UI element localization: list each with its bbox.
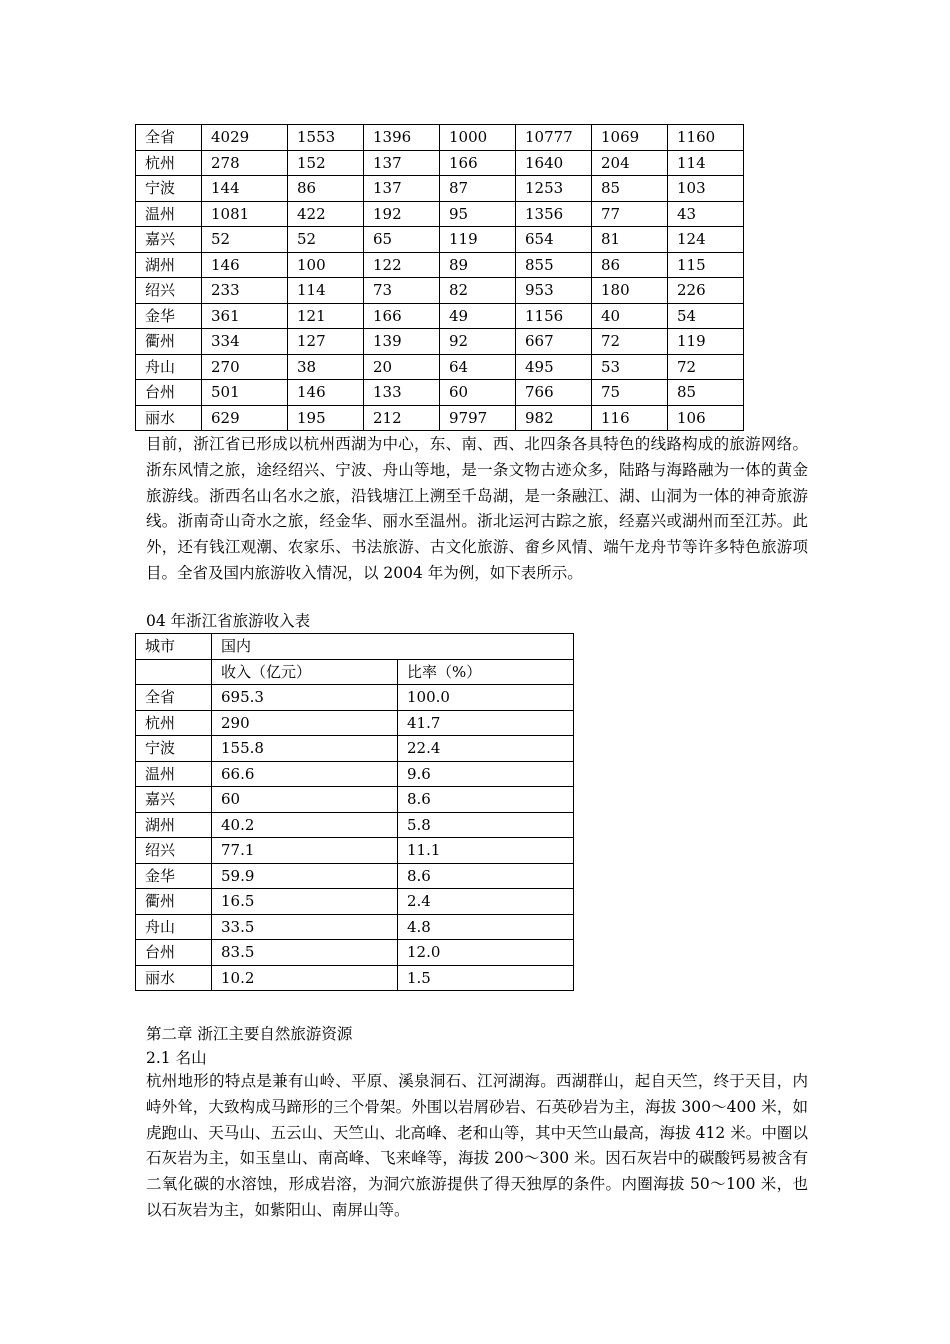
value-cell: 77: [592, 201, 668, 227]
city-name-cell: 台州: [136, 940, 212, 966]
value-cell: 40: [592, 303, 668, 329]
value-cell: 1069: [592, 125, 668, 151]
city-name-cell: 湖州: [136, 252, 202, 278]
tourism-income-table: [135, 633, 574, 991]
table-row: [136, 150, 744, 176]
value-cell: 204: [592, 150, 668, 176]
value-cell: 1396: [364, 125, 440, 151]
value-cell: 982: [516, 405, 592, 431]
ratio-cell: 1.5: [398, 965, 574, 991]
value-cell: 119: [668, 329, 744, 355]
header-city-cell: 城市: [136, 634, 212, 660]
city-name-cell: 舟山: [136, 914, 212, 940]
value-cell: 86: [288, 176, 364, 202]
table-row: [136, 940, 574, 966]
value-cell: 95: [440, 201, 516, 227]
value-cell: 953: [516, 278, 592, 304]
ratio-cell: 8.6: [398, 787, 574, 813]
value-cell: 361: [202, 303, 288, 329]
value-cell: 85: [592, 176, 668, 202]
city-name-cell: 杭州: [136, 150, 202, 176]
value-cell: 43: [668, 201, 744, 227]
city-name-cell: 温州: [136, 201, 202, 227]
income-cell: 33.5: [212, 914, 398, 940]
value-cell: 166: [440, 150, 516, 176]
table-row: [136, 380, 744, 406]
table-row: [136, 278, 744, 304]
header-empty-cell: [136, 659, 212, 685]
value-cell: 4029: [202, 125, 288, 151]
value-cell: 629: [202, 405, 288, 431]
income-cell: 60: [212, 787, 398, 813]
city-name-cell: 衢州: [136, 329, 202, 355]
value-cell: 166: [364, 303, 440, 329]
value-cell: 60: [440, 380, 516, 406]
city-name-cell: 丽水: [136, 965, 212, 991]
table-row: [136, 329, 744, 355]
value-cell: 124: [668, 227, 744, 253]
value-cell: 1000: [440, 125, 516, 151]
table-row: [136, 965, 574, 991]
ratio-cell: 11.1: [398, 838, 574, 864]
table-row: [136, 227, 744, 253]
value-cell: 1640: [516, 150, 592, 176]
value-cell: 278: [202, 150, 288, 176]
tourism-statistics-table-body: [136, 125, 744, 431]
income-cell: 59.9: [212, 863, 398, 889]
value-cell: 103: [668, 176, 744, 202]
table-row: [136, 914, 574, 940]
chapter-title: 第二章 浙江主要自然旅游资源: [146, 1025, 353, 1043]
value-cell: 146: [288, 380, 364, 406]
value-cell: 226: [668, 278, 744, 304]
table-row: [136, 303, 744, 329]
value-cell: 334: [202, 329, 288, 355]
value-cell: 38: [288, 354, 364, 380]
value-cell: 73: [364, 278, 440, 304]
value-cell: 137: [364, 176, 440, 202]
value-cell: 180: [592, 278, 668, 304]
income-cell: 290: [212, 710, 398, 736]
city-name-cell: 绍兴: [136, 838, 212, 864]
ratio-cell: 41.7: [398, 710, 574, 736]
city-name-cell: 金华: [136, 303, 202, 329]
value-cell: 106: [668, 405, 744, 431]
value-cell: 82: [440, 278, 516, 304]
city-name-cell: 嘉兴: [136, 227, 202, 253]
value-cell: 422: [288, 201, 364, 227]
value-cell: 495: [516, 354, 592, 380]
table-row: [136, 176, 744, 202]
tourism-statistics-table: [135, 124, 744, 431]
value-cell: 1253: [516, 176, 592, 202]
income-cell: 77.1: [212, 838, 398, 864]
city-name-cell: 宁波: [136, 736, 212, 762]
value-cell: 52: [202, 227, 288, 253]
value-cell: 766: [516, 380, 592, 406]
city-name-cell: 丽水: [136, 405, 202, 431]
value-cell: 137: [364, 150, 440, 176]
table-row: [136, 761, 574, 787]
city-name-cell: 湖州: [136, 812, 212, 838]
tourism-routes-paragraph: 目前，浙江省已形成以杭州西湖为中心，东、南、西、北四条各具特色的线路构成的旅游网络。浙东风情之旅，途经绍兴、宁波、舟山等地，是一条文物古迹众多，陆路与海路融为一体的黄金旅游线。浙西名山名水之旅，沿钱塘江上溯至千岛湖，是一条融江、湖、山洞为一体的神奇旅游线。浙南奇山奇水之旅，经金华、丽水至温州。浙北运河古踪之旅，经嘉兴或湖州而至江苏。此外，还有钱江观潮、农家乐、书法旅游、古文化旅游、畲乡风情、端午龙舟节等许多特色旅游项目。全省及国内旅游收入情况，以 2004 年为例，如下表所示。: [146, 435, 808, 582]
income-cell: 10.2: [212, 965, 398, 991]
value-cell: 65: [364, 227, 440, 253]
value-cell: 81: [592, 227, 668, 253]
value-cell: 92: [440, 329, 516, 355]
table-row: [136, 710, 574, 736]
value-cell: 144: [202, 176, 288, 202]
value-cell: 1160: [668, 125, 744, 151]
value-cell: 116: [592, 405, 668, 431]
value-cell: 1356: [516, 201, 592, 227]
city-name-cell: 全省: [136, 125, 202, 151]
value-cell: 146: [202, 252, 288, 278]
value-cell: 86: [592, 252, 668, 278]
value-cell: 1553: [288, 125, 364, 151]
value-cell: 89: [440, 252, 516, 278]
table-row: [136, 812, 574, 838]
value-cell: 195: [288, 405, 364, 431]
value-cell: 855: [516, 252, 592, 278]
value-cell: 152: [288, 150, 364, 176]
value-cell: 133: [364, 380, 440, 406]
value-cell: 115: [668, 252, 744, 278]
value-cell: 114: [288, 278, 364, 304]
city-name-cell: 衢州: [136, 889, 212, 915]
city-name-cell: 全省: [136, 685, 212, 711]
value-cell: 10777: [516, 125, 592, 151]
ratio-cell: 22.4: [398, 736, 574, 762]
header-domestic-cell: 国内: [212, 634, 574, 660]
ratio-cell: 100.0: [398, 685, 574, 711]
value-cell: 192: [364, 201, 440, 227]
city-name-cell: 宁波: [136, 176, 202, 202]
header-income-cell: 收入（亿元）: [212, 659, 398, 685]
value-cell: 75: [592, 380, 668, 406]
value-cell: 52: [288, 227, 364, 253]
city-name-cell: 温州: [136, 761, 212, 787]
value-cell: 139: [364, 329, 440, 355]
city-name-cell: 台州: [136, 380, 202, 406]
hangzhou-terrain-paragraph: 杭州地形的特点是兼有山岭、平原、溪泉洞石、江河湖海。西湖群山，起自天竺，终于天目，内峙外耸，大致构成马蹄形的三个骨架。外围以岩屑砂岩、石英砂岩为主，海拔 300～400 米，如虎跑山、天马山、五云山、天竺山、北高峰、老和山等，其中天竺山最高，海拔 412 米。中圈以石灰岩为主，如玉皇山、南高峰、飞来峰等，海拔 200～300 米。因石灰岩中的碳酸钙易被含有二氧化碳的水溶蚀，形成岩溶，为洞穴旅游提供了得天独厚的条件。内圈海拔 50～100 米，也以石灰岩为主，如紫阳山、南屏山等。: [146, 1072, 808, 1219]
value-cell: 233: [202, 278, 288, 304]
city-name-cell: 嘉兴: [136, 787, 212, 813]
income-cell: 40.2: [212, 812, 398, 838]
value-cell: 1156: [516, 303, 592, 329]
table-row: [136, 685, 574, 711]
value-cell: 119: [440, 227, 516, 253]
table-row: [136, 252, 744, 278]
city-name-cell: 绍兴: [136, 278, 202, 304]
income-table-header-row: [136, 634, 574, 660]
value-cell: 654: [516, 227, 592, 253]
tourism-income-table-body: [136, 634, 574, 991]
income-cell: 155.8: [212, 736, 398, 762]
ratio-cell: 12.0: [398, 940, 574, 966]
ratio-cell: 9.6: [398, 761, 574, 787]
header-ratio-cell: 比率（%）: [398, 659, 574, 685]
value-cell: 49: [440, 303, 516, 329]
income-cell: 695.3: [212, 685, 398, 711]
table-row: [136, 736, 574, 762]
value-cell: 54: [668, 303, 744, 329]
table-row: [136, 405, 744, 431]
value-cell: 114: [668, 150, 744, 176]
income-cell: 83.5: [212, 940, 398, 966]
city-name-cell: 舟山: [136, 354, 202, 380]
income-cell: 16.5: [212, 889, 398, 915]
ratio-cell: 4.8: [398, 914, 574, 940]
table-row: [136, 889, 574, 915]
value-cell: 212: [364, 405, 440, 431]
income-table-caption: 04 年浙江省旅游收入表: [146, 612, 311, 630]
value-cell: 87: [440, 176, 516, 202]
table-row: [136, 125, 744, 151]
value-cell: 121: [288, 303, 364, 329]
city-name-cell: 金华: [136, 863, 212, 889]
table-row: [136, 838, 574, 864]
value-cell: 122: [364, 252, 440, 278]
value-cell: 72: [668, 354, 744, 380]
ratio-cell: 8.6: [398, 863, 574, 889]
ratio-cell: 2.4: [398, 889, 574, 915]
value-cell: 127: [288, 329, 364, 355]
city-name-cell: 杭州: [136, 710, 212, 736]
table-row: [136, 201, 744, 227]
income-cell: 66.6: [212, 761, 398, 787]
income-table-subheader-row: [136, 659, 574, 685]
table-row: [136, 863, 574, 889]
table-row: [136, 354, 744, 380]
section-title: 2.1 名山: [146, 1049, 207, 1067]
table-row: [136, 787, 574, 813]
value-cell: 53: [592, 354, 668, 380]
ratio-cell: 5.8: [398, 812, 574, 838]
value-cell: 85: [668, 380, 744, 406]
value-cell: 64: [440, 354, 516, 380]
value-cell: 501: [202, 380, 288, 406]
value-cell: 667: [516, 329, 592, 355]
value-cell: 20: [364, 354, 440, 380]
value-cell: 100: [288, 252, 364, 278]
value-cell: 72: [592, 329, 668, 355]
value-cell: 270: [202, 354, 288, 380]
value-cell: 1081: [202, 201, 288, 227]
value-cell: 9797: [440, 405, 516, 431]
